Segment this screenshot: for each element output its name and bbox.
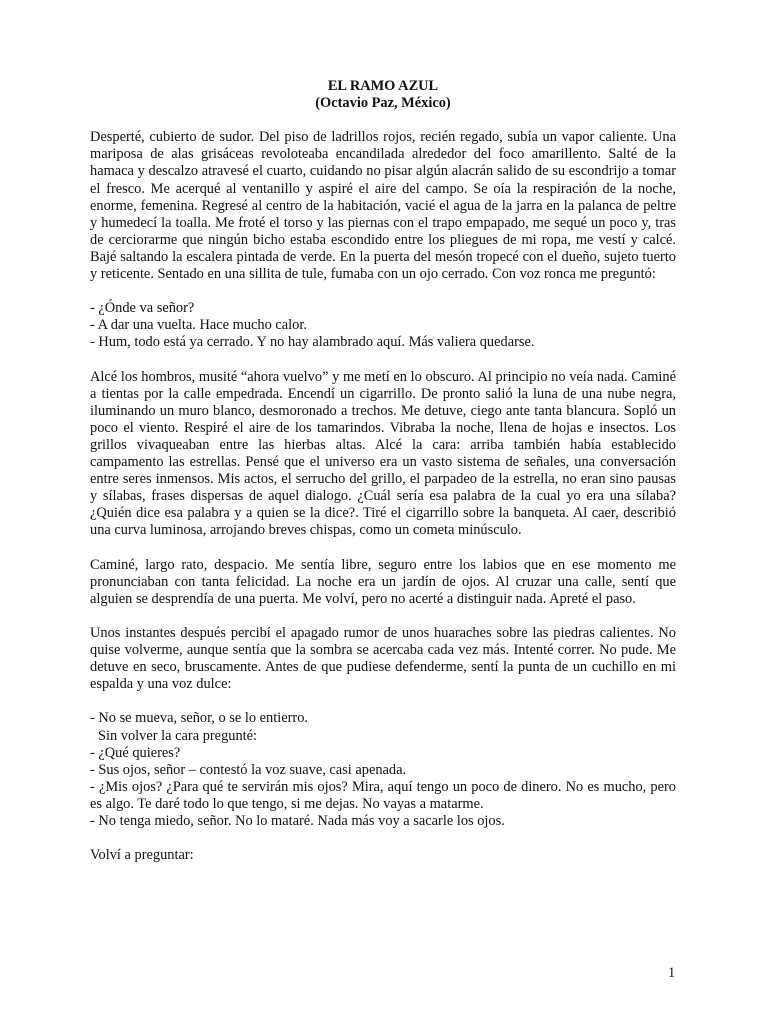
dialog-line: - ¿Qué quieres? <box>90 744 181 761</box>
paragraph-text: Caminé, largo rato, despacio. Me sentía libre, seguro entre los labios que en ese momento me pronunciaban con tanta felicidad. La noche era un jardín de ojos. Al cruzar una calle, sentí que alguien se desprendía de una puerta. Me volví, pero no acerté a distinguir nada. Apreté el paso. <box>90 556 676 607</box>
document-subtitle: (Octavio Paz, México) <box>315 95 451 112</box>
paragraph-text: Desperté, cubierto de sudor. Del piso de ladrillos rojos, recién regado, subía un vapor caliente. Una mariposa de alas grisáceas revoloteaba encandilada alrededor del foco amarillento. Salté de la hamaca y descalzo atravesé el cuarto, cuidando no pisar algún alacrán salido de su escondrijo a tomar el fresco. Me acerqué al ventanillo y aspiré el aire del campo. Se oía la respiración de la noche, enorme, femenina. Regresé al centro de la habitación, vacié el agua de la jarra en la palanca de peltre y humedecí la toalla. Me froté el torso y las piernas con el trapo empapado, me sequé un poco y, tras de cerciorarme que ningún bicho estaba escondido entre los pliegues de mi ropa, me vestí y calcé. Bajé saltando la escalera pintada de verde. En la puerta del mesón tropecé con el dueño, sujeto tuerto y reticente. Sentado en una sillita de tule, fumaba con un ojo cerrado. Con voz ronca me preguntó: <box>90 129 676 283</box>
paragraph <box>90 625 676 693</box>
dialog-line: - ¿Ónde va señor? <box>90 300 195 317</box>
paragraph-text: Unos instantes después percibí el apagado rumor de unos huaraches sobre las piedras calientes. No quise volverme, aunque sentía que la sombra se acercaba cada vez más. Intenté correr. No pude. Me detuve en seco, bruscamente. Antes de que pudiese defenderme, sentí la punta de un cuchillo en mi espalda y una voz dulce: <box>90 625 676 693</box>
paragraph <box>90 557 676 608</box>
paragraph <box>90 369 676 540</box>
dialog-line: Sin volver la cara pregunté: <box>98 727 258 744</box>
dialog-block <box>90 300 676 351</box>
dialog-block <box>90 710 676 830</box>
document-page <box>90 78 676 864</box>
paragraph-text: Alcé los hombros, musité “ahora vuelvo” y me metí en lo obscuro. Al principio no veía nada. Caminé a tientas por la calle empedrada. Encendí un cigarrillo. De pronto salió la luna de una nube negra, iluminando un muro blanco, desmoronado a trechos. Me detuve, ciego ante tanta blancura. Sopló un poco el viento. Respiré el aire de los tamarindos. Vibraba la noche, llena de hojas e insectos. Los grillos vivaqueaban entre las hierbas altas. Alcé la cara: arriba también había establecido campamento las estrellas. Pensé que el universo era un vasto sistema de señales, una conversación entre seres inmensos. Mis actos, el serrucho del grillo, el parpadeo de la estrella, no eran sino pausas y sílabas, frases dispersas de aquel dialogo. ¿Cuál sería esa palabra de la cual yo era una sílaba? ¿Quién dice esa palabra y a quien se la dice?. Tiré el cigarrillo sobre la banqueta. Al caer, describió una curva luminosa, arrojando breves chispas, como un cometa minúsculo. <box>90 368 676 539</box>
paragraph <box>90 847 676 864</box>
paragraph <box>90 129 676 283</box>
paragraph-text: Volví a preguntar: <box>90 847 194 864</box>
dialog-line: - Sus ojos, señor – contestó la voz suave, casi apenada. <box>90 761 407 778</box>
dialog-line: - No tenga miedo, señor. No lo mataré. Nada más voy a sacarle los ojos. <box>90 813 505 830</box>
document-title: EL RAMO AZUL <box>327 78 439 94</box>
page-number: 1 <box>668 965 676 981</box>
dialog-line: - A dar una vuelta. Hace mucho calor. <box>90 317 307 334</box>
dialog-line: - No se mueva, señor, o se lo entierro. <box>90 710 309 727</box>
dialog-line: - ¿Mis ojos? ¿Para qué te servirán mis ojos? Mira, aquí tengo un poco de dinero. No es mucho, pero es algo. Te daré todo lo que tengo, si me dejas. No vayas a matarme. <box>90 778 676 812</box>
dialog-line: - Hum, todo está ya cerrado. Y no hay alambrado aquí. Más valiera quedarse. <box>90 334 535 351</box>
